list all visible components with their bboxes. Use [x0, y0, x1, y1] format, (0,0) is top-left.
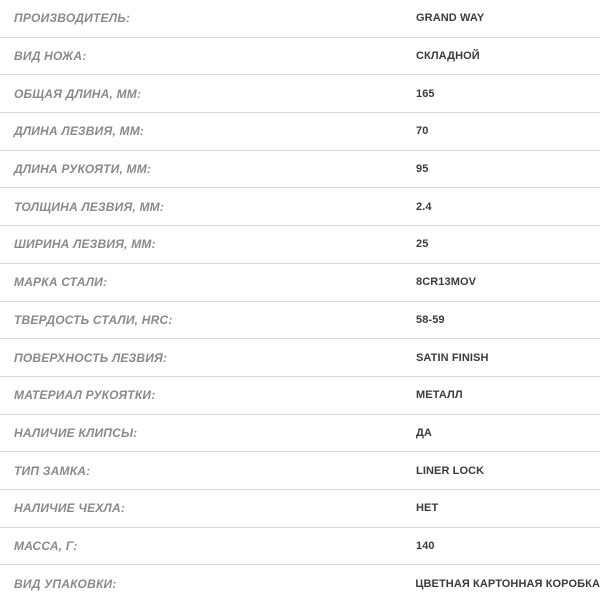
spec-label: ТИП ЗАМКА:: [14, 463, 91, 478]
spec-label: ДЛИНА ЛЕЗВИЯ, ММ:: [14, 124, 145, 139]
spec-value: НЕТ: [416, 502, 439, 515]
spec-label: ПРОИЗВОДИТЕЛЬ:: [14, 11, 131, 26]
spec-value: 8CR13MOV: [416, 276, 477, 289]
spec-row-manufacturer: [0, 0, 600, 38]
spec-row-clip: [0, 415, 600, 453]
spec-row-handle-material: [0, 377, 600, 415]
spec-value: LINER LOCK: [416, 464, 485, 477]
spec-value: 2.4: [416, 200, 432, 213]
spec-value: 25: [416, 238, 429, 251]
spec-value: 58-59: [416, 313, 445, 326]
spec-row-knife-type: [0, 38, 600, 76]
spec-row-blade-thickness: [0, 188, 600, 226]
spec-label: МАРКА СТАЛИ:: [14, 275, 108, 290]
spec-value: СКЛАДНОЙ: [416, 50, 480, 63]
spec-label: ШИРИНА ЛЕЗВИЯ, ММ:: [14, 237, 156, 252]
spec-row-blade-finish: [0, 339, 600, 377]
spec-value: 165: [416, 87, 435, 100]
spec-label: НАЛИЧИЕ ЧЕХЛА:: [14, 501, 126, 516]
spec-row-lock-type: [0, 452, 600, 490]
spec-label: ОБЩАЯ ДЛИНА, ММ:: [14, 86, 142, 101]
spec-value: 70: [416, 125, 429, 138]
spec-label: ДЛИНА РУКОЯТИ, ММ:: [14, 162, 152, 177]
spec-label: ВИД НОЖА:: [14, 49, 87, 64]
spec-label: НАЛИЧИЕ КЛИПСЫ:: [14, 425, 138, 440]
spec-label: ПОВЕРХНОСТЬ ЛЕЗВИЯ:: [14, 350, 168, 365]
spec-value: МЕТАЛЛ: [416, 389, 463, 402]
spec-row-steel-grade: [0, 264, 600, 302]
spec-label: МАССА, Г:: [14, 538, 78, 553]
spec-label: МАТЕРИАЛ РУКОЯТКИ:: [14, 388, 156, 403]
spec-row-sheath: [0, 490, 600, 528]
spec-value: 95: [416, 163, 429, 176]
spec-label: ВИД УПАКОВКИ:: [14, 577, 117, 592]
spec-row-steel-hardness: [0, 302, 600, 340]
spec-value: SATIN FINISH: [416, 351, 489, 364]
spec-value: ЦВЕТНАЯ КАРТОННАЯ КОРОБКА: [415, 578, 600, 591]
spec-row-handle-length: [0, 151, 600, 189]
spec-row-blade-length: [0, 113, 600, 151]
spec-value: GRAND WAY: [416, 12, 485, 25]
spec-label: ТОЛЩИНА ЛЕЗВИЯ, ММ:: [14, 199, 165, 214]
spec-value: 140: [416, 539, 435, 552]
spec-row-total-length: [0, 75, 600, 113]
spec-value: ДА: [416, 426, 432, 439]
spec-row-packaging: [0, 565, 600, 603]
spec-row-blade-width: [0, 226, 600, 264]
spec-row-weight: [0, 528, 600, 566]
spec-label: ТВЕРДОСТЬ СТАЛИ, HRC:: [14, 312, 173, 327]
